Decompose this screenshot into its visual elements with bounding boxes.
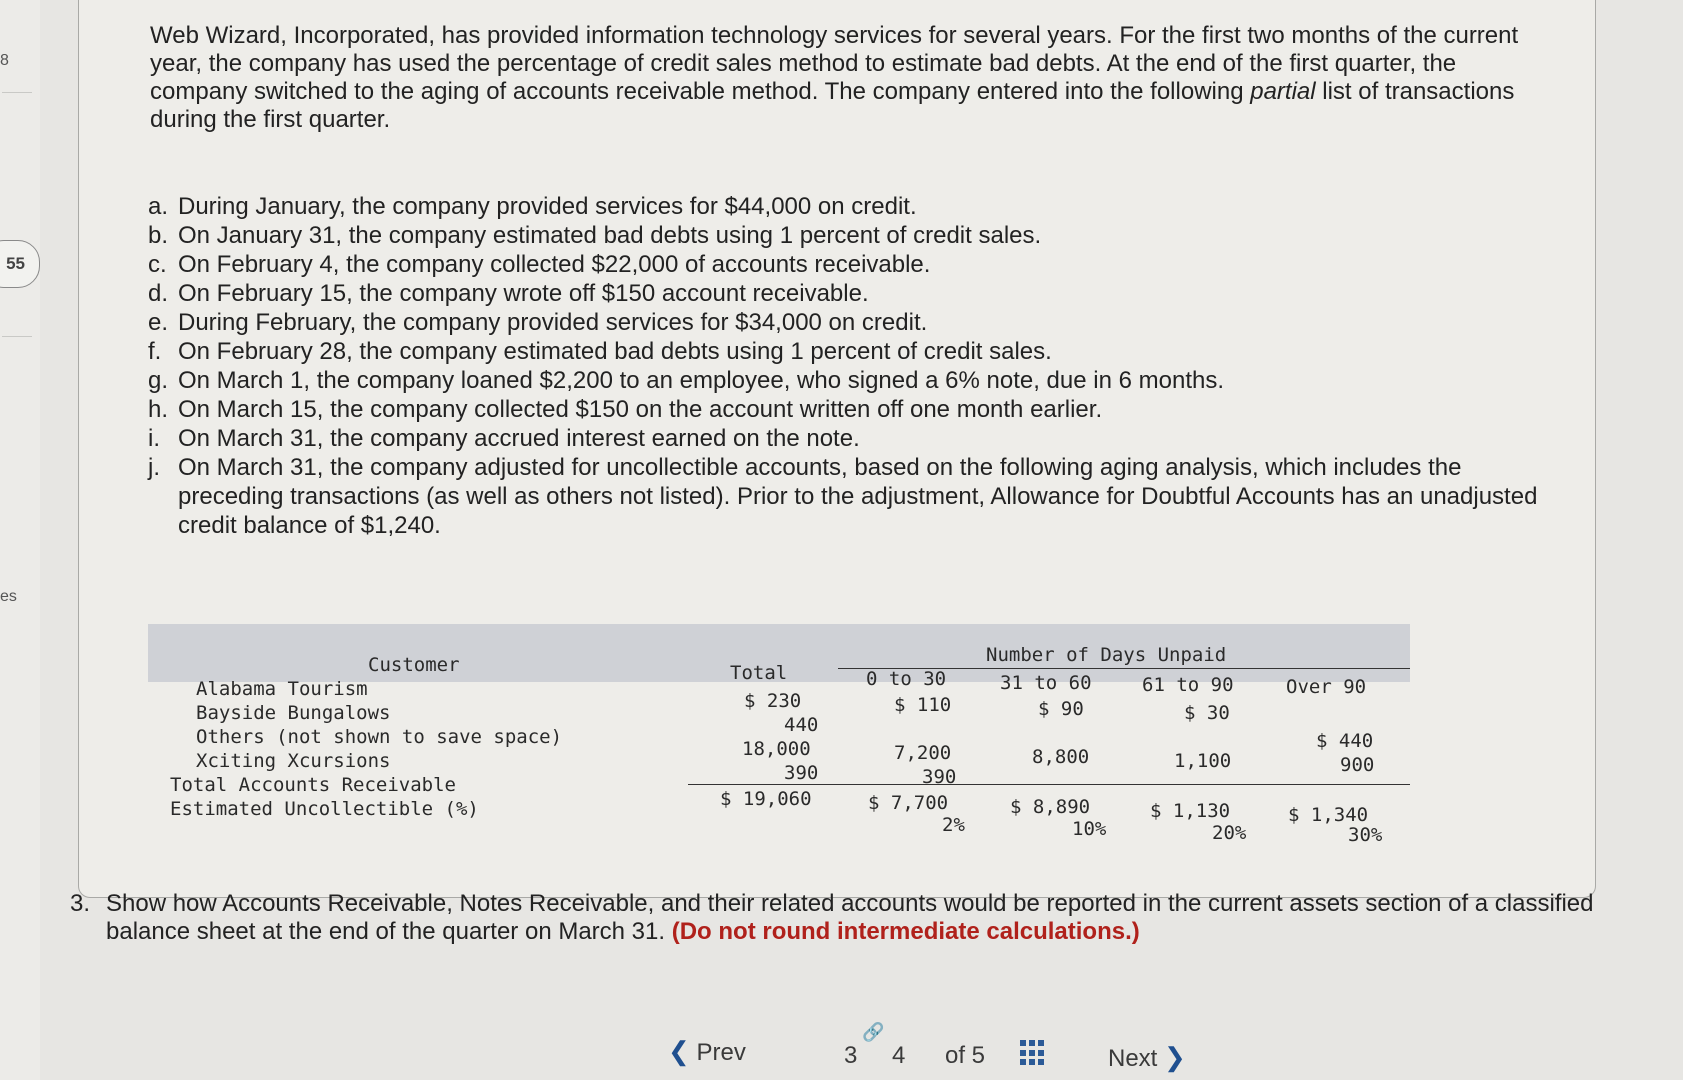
list-item <box>148 366 1548 395</box>
percent-31-60: 10% <box>1072 818 1107 840</box>
row-customer: Xciting Xcursions <box>196 750 391 772</box>
row-31-60: $ 90 <box>1038 698 1084 720</box>
pagination-bar <box>0 1022 1683 1080</box>
chevron-right-icon: ❯ <box>1164 1042 1186 1072</box>
row-total: $ 230 <box>744 690 802 712</box>
page-3-link[interactable]: 3 <box>844 1042 858 1069</box>
question-number-badge[interactable] <box>0 240 40 288</box>
item-letter: a. <box>148 193 169 220</box>
row-customer: Alabama Tourism <box>196 678 368 700</box>
percent-over-90: 30% <box>1348 824 1383 846</box>
column-header-0-30: 0 to 30 <box>866 668 947 690</box>
column-header-31-60: 31 to 60 <box>1000 672 1092 694</box>
item-text: On February 15, the company wrote off $150 account receivable. <box>178 280 869 307</box>
item-text: On March 31, the company adjusted for uncollectible accounts, based on the following aging analysis, which includes the preceding transactions (as well as others not listed). Prior to the adjustment, Allowance for Doubtful Accounts has an unadjusted credit balance of $1,240. <box>178 454 1538 539</box>
total-rule <box>688 784 1410 785</box>
row-over-90: $ 440 <box>1316 730 1374 752</box>
list-item <box>148 395 1548 424</box>
item-text: On March 31, the company accrued interest earned on the note. <box>178 425 860 452</box>
left-edge-divider <box>2 336 32 337</box>
item-text: On February 28, the company estimated bad debts using 1 percent of credit sales. <box>178 338 1052 365</box>
page-4-link[interactable]: 4 <box>892 1042 906 1069</box>
group-header: Number of Days Unpaid <box>986 644 1227 666</box>
total-total: $ 19,060 <box>720 788 812 810</box>
problem-intro <box>150 22 1550 134</box>
row-total: 18,000 <box>742 738 811 760</box>
list-item <box>148 424 1548 453</box>
item-letter: b. <box>148 222 169 249</box>
item-letter: j. <box>148 454 160 481</box>
row-61-90: 1,100 <box>1174 750 1232 772</box>
row-customer: Bayside Bungalows <box>196 702 391 724</box>
list-item <box>148 279 1548 308</box>
percent-label: Estimated Uncollectible (%) <box>170 798 479 820</box>
item-letter: c. <box>148 251 167 278</box>
column-header-customer: Customer <box>368 654 460 676</box>
list-item <box>148 453 1548 540</box>
column-header-over-90: Over 90 <box>1286 676 1367 698</box>
row-0-30: 7,200 <box>894 742 952 764</box>
item-letter: i. <box>148 425 160 452</box>
question-text-wrap <box>106 890 1630 946</box>
total-0-30: $ 7,700 <box>868 792 949 814</box>
question-text: Show how Accounts Receivable, Notes Receivable, and their related accounts would be reported in the current assets section of a classified balance sheet at the end of the quarter on March 31. <box>106 890 1594 945</box>
intro-italic-word: partial <box>1250 78 1316 105</box>
left-edge-strip <box>0 0 40 1080</box>
intro-text: Web Wizard, Incorporated, has provided information technology services for several years. For the first two months of the current year, the company has used the percentage of credit sales method to estimate bad debts. At the end of the first quarter, the company switched to the aging of accounts receivable method. The company entered into the following <box>150 22 1519 105</box>
prev-button[interactable] <box>668 1036 746 1067</box>
item-text: During February, the company provided services for $34,000 on credit. <box>178 309 928 336</box>
item-letter: g. <box>148 367 169 394</box>
link-icon: 🔗 <box>862 1022 885 1042</box>
left-edge-top-label: 8 <box>0 52 9 69</box>
intro-text-end: list of transactions during the first quarter. <box>150 78 1515 133</box>
list-item <box>148 221 1548 250</box>
row-61-90: $ 30 <box>1184 702 1230 724</box>
list-item <box>148 192 1548 221</box>
badge-label: 55 <box>6 254 25 273</box>
row-total: 440 <box>784 714 819 736</box>
left-edge-divider <box>2 92 32 93</box>
list-item <box>148 337 1548 366</box>
page-count: of 5 <box>945 1042 986 1069</box>
item-text: During January, the company provided services for $44,000 on credit. <box>178 193 917 220</box>
next-button[interactable] <box>1108 1042 1186 1073</box>
aging-table <box>148 624 1410 846</box>
item-text: On March 1, the company loaned $2,200 to an employee, who signed a 6% note, due in 6 months. <box>178 367 1225 394</box>
question-number: 3. <box>70 890 91 917</box>
row-customer: Others (not shown to save space) <box>196 726 563 748</box>
row-31-60: 8,800 <box>1032 746 1090 768</box>
row-0-30: $ 110 <box>894 694 952 716</box>
list-item <box>148 250 1548 279</box>
question-3 <box>70 890 1630 946</box>
percent-61-90: 20% <box>1212 822 1247 844</box>
item-letter: f. <box>148 338 162 365</box>
item-letter: e. <box>148 309 169 336</box>
row-over-90: 900 <box>1340 754 1375 776</box>
item-text: On March 15, the company collected $150 on the account written off one month earlier. <box>178 396 1103 423</box>
item-letter: d. <box>148 280 169 307</box>
chevron-left-icon: ❮ <box>668 1036 690 1066</box>
row-0-30: 390 <box>922 766 957 788</box>
next-label: Next <box>1108 1045 1158 1072</box>
percent-0-30: 2% <box>942 814 965 836</box>
column-header-61-90: 61 to 90 <box>1142 674 1234 696</box>
item-letter: h. <box>148 396 169 423</box>
left-edge-bottom-label: es <box>0 588 17 605</box>
grid-menu-icon[interactable] <box>1020 1040 1046 1066</box>
row-total: 390 <box>784 762 819 784</box>
question-warning: (Do not round intermediate calculations.) <box>671 918 1140 945</box>
prev-label: Prev <box>696 1039 746 1066</box>
total-31-60: $ 8,890 <box>1010 796 1091 818</box>
total-label: Total Accounts Receivable <box>170 774 456 796</box>
column-header-total: Total <box>730 662 788 684</box>
transaction-list <box>148 192 1548 540</box>
item-text: On January 31, the company estimated bad debts using 1 percent of credit sales. <box>178 222 1042 249</box>
total-over-90: $ 1,340 <box>1288 804 1369 826</box>
list-item <box>148 308 1548 337</box>
total-61-90: $ 1,130 <box>1150 800 1231 822</box>
item-text: On February 4, the company collected $22,000 of accounts receivable. <box>178 251 931 278</box>
